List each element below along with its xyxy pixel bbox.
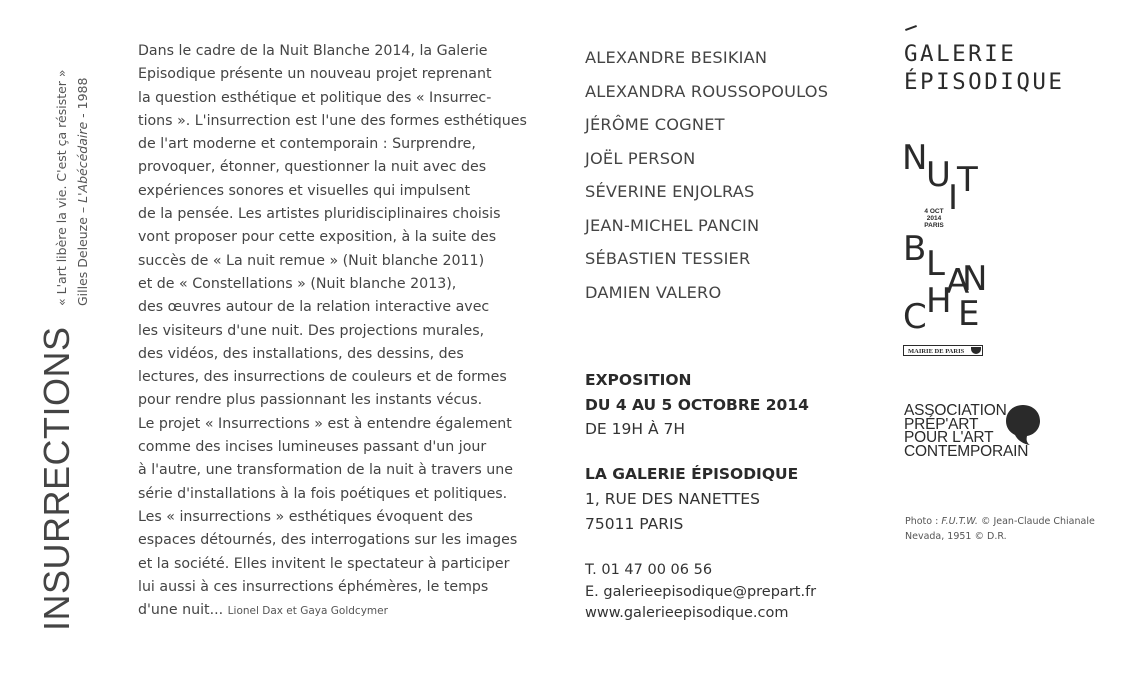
body-signature: Lionel Dax et Gaya Goldcymer (227, 605, 388, 618)
nb-letter-b: B (903, 229, 927, 269)
nb-letter-n: N (902, 138, 928, 178)
galerie-logo-accent (905, 25, 917, 31)
venue-block (585, 462, 798, 537)
exposition-hours: DE 19H À 7H (585, 420, 686, 438)
body-line: lui aussi à ces insurrections éphémères, le temps (138, 578, 489, 595)
quote-text: « L'art libère la vie. C'est ça résister » (54, 69, 69, 306)
nb-letter-u: U (926, 155, 951, 195)
ship-icon (971, 347, 981, 354)
artist-name: ALEXANDRA ROUSSOPOULOS (585, 81, 829, 101)
nb-date (917, 208, 951, 229)
nb-letter-n2: N (962, 259, 988, 299)
body-line: provoquer, étonner, questionner la nuit avec des (138, 159, 487, 176)
body-line: les visiteurs d'une nuit. Des projections murales, (138, 322, 485, 339)
artist-name: SÉBASTIEN TESSIER (585, 249, 751, 268)
contact-email[interactable]: E. galerieepisodique@prepart.fr (585, 583, 817, 600)
venue-street: 1, RUE DES NANETTES (585, 490, 760, 508)
body-line: vont proposer pour cette exposition, à la suite des (138, 229, 497, 246)
body-line: de l'art moderne et contemporain : Surprendre, (138, 136, 476, 153)
vertical-title: INSURRECTIONS (36, 326, 77, 631)
body-line: comme des incises lumineuses passant d'un jour (138, 439, 487, 456)
vertical-quote (51, 69, 93, 306)
nb-letter-c: C (903, 297, 927, 337)
artist-name: ALEXANDRE BESIKIAN (585, 48, 768, 67)
attribution-author: Gilles Deleuze – (75, 202, 90, 306)
artist-name: JÉRÔME COGNET (585, 115, 725, 134)
exposition-dates: DU 4 AU 5 OCTOBRE 2014 (585, 395, 809, 414)
mairie-de-paris-logo (903, 345, 983, 356)
photo-credit (905, 514, 1095, 544)
body-line: série d'installations à la fois poétiques et politiques. (138, 485, 508, 502)
artist-name: JEAN-MICHEL PANCIN (585, 215, 760, 235)
body-line: Dans le cadre de la Nuit Blanche 2014, la Galerie (138, 43, 488, 59)
body-line: et de « Constellations » (Nuit blanche 2013), (138, 275, 457, 292)
galerie-logo-line2: ÉPISODIQUE (904, 69, 1065, 95)
artist-name: SÉVERINE ENJOLRAS (585, 182, 755, 201)
artist-list (585, 41, 828, 309)
body-last-line (138, 599, 533, 622)
galerie-logo-line1: GALERIE (904, 41, 1017, 67)
nb-letter-t: T (957, 160, 978, 200)
body-line: la question esthétique et politique des « Insurrec- (138, 89, 492, 106)
assoc-line4: CONTEMPORAIN (904, 442, 1029, 460)
body-line: expériences sonores et visuelles qui impulsent (138, 182, 471, 199)
nb-letter-a: A (946, 262, 970, 302)
body-line: pour rendre plus passionnant les instants vécus. (138, 392, 483, 409)
body-line: des vidéos, des installations, des dessins, des (138, 345, 464, 362)
assoc-line2: PRÉP'ART (904, 415, 979, 433)
galerie-logo (904, 40, 1064, 96)
artist-name: DAMIEN VALERO (585, 282, 722, 302)
body-line: de la pensée. Les artistes pluridisciplinaires choisis (138, 206, 501, 223)
contact-phone: T. 01 47 00 06 56 (585, 562, 713, 578)
speech-bubble-icon (1005, 404, 1041, 446)
assoc-line1: ASSOCIATION (904, 402, 1007, 419)
credit-prefix: Photo : (905, 516, 942, 527)
credit-rest: © Jean-Claude Chianale (977, 516, 1095, 527)
quote-attribution (72, 69, 93, 306)
mairie-label: MAIRIE DE PARIS (908, 348, 965, 355)
credit-line1 (905, 514, 1095, 529)
nb-letter-i: I (948, 178, 959, 218)
body-last-text: d'une nuit... (138, 602, 224, 619)
assoc-line3: POUR L'ART (904, 429, 994, 446)
contact-web[interactable]: www.galerieepisodique.com (585, 605, 789, 621)
body-line: espaces détournés, des interrogations sur les images (138, 532, 518, 549)
nb-date-city: PARIS (924, 222, 944, 229)
body-line: des œuvres autour de la relation interactive avec (138, 299, 490, 316)
nb-date-day: 4 OCT (924, 208, 944, 215)
venue-name: LA GALERIE ÉPISODIQUE (585, 465, 799, 483)
credit-line2: Nevada, 1951 © D.R. (905, 531, 1007, 542)
body-line: succès de « La nuit remue » (Nuit blanche 2011) (138, 252, 485, 269)
body-line: lectures, des insurrections de couleurs et de formes (138, 369, 507, 386)
venue-city: 75011 PARIS (585, 515, 684, 533)
body-text (138, 40, 533, 622)
nb-date-year: 2014 (926, 215, 942, 222)
attribution-work: L'Abécédaire (75, 121, 90, 203)
body-line: tions ». L'insurrection est l'une des formes esthétiques (138, 112, 527, 129)
body-line: Episodique présente un nouveau projet reprenant (138, 66, 492, 83)
nb-letter-l: L (926, 244, 945, 284)
body-line: Le projet « Insurrections » est à entendre également (138, 415, 512, 432)
nb-letter-h: H (926, 281, 952, 321)
attribution-year: - 1988 (75, 77, 90, 122)
contact-block (585, 560, 816, 625)
body-line: à l'autre, une transformation de la nuit à travers une (138, 462, 513, 479)
exposition-block (585, 368, 809, 442)
credit-work: F.U.T.W. (941, 516, 978, 527)
exposition-label: EXPOSITION (585, 371, 692, 389)
body-line: Les « insurrections » esthétiques évoquent des (138, 508, 473, 525)
nb-letter-e: E (958, 294, 980, 334)
artist-name: JOËL PERSON (585, 148, 696, 168)
body-line: et la société. Elles invitent le spectateur à participer (138, 555, 510, 572)
